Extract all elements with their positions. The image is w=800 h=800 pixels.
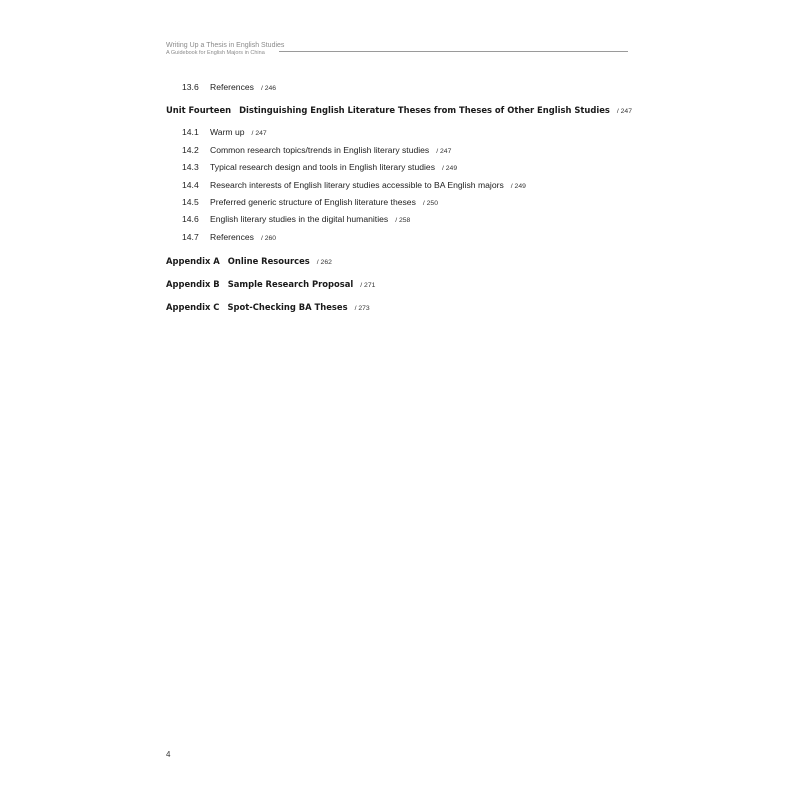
page-number: 4 xyxy=(166,750,171,759)
toc-entry-page: / 271 xyxy=(360,282,376,289)
toc-entry-14-6 xyxy=(182,214,410,224)
toc-appendix-label: Appendix C xyxy=(166,302,220,312)
toc-entry-number: 14.7 xyxy=(182,232,199,242)
header-rule xyxy=(279,51,628,52)
running-header-title: Writing Up a Thesis in English Studies xyxy=(166,42,285,49)
toc-appendix-c xyxy=(166,302,370,312)
toc-appendix-label: Appendix B xyxy=(166,279,220,289)
toc-appendix-title: Spot-Checking BA Theses xyxy=(227,302,348,312)
running-header xyxy=(166,42,628,57)
toc-entry-page: / 258 xyxy=(395,217,411,224)
toc-entry-page: / 249 xyxy=(442,165,458,172)
toc-entry-title: Warm up xyxy=(210,127,245,137)
toc-appendix-label: Appendix A xyxy=(166,256,220,266)
toc-entry-page: / 260 xyxy=(260,235,277,242)
toc-entry-title: Common research topics/trends in English literary studies xyxy=(210,145,430,155)
toc-entry-title: English literary studies in the digital humanities xyxy=(210,214,389,224)
toc-entry-number: 14.2 xyxy=(182,145,199,155)
toc-entry-14-5 xyxy=(182,197,438,207)
toc-appendix-a xyxy=(166,256,332,266)
toc-appendix-title: Sample Research Proposal xyxy=(227,279,354,289)
toc-entry-title: References xyxy=(210,232,254,242)
toc-entry-number: 13.6 xyxy=(182,82,199,92)
toc-entry-page: / 262 xyxy=(316,259,332,266)
toc-entry-page: / 250 xyxy=(422,200,438,207)
toc-unit-label: Unit Fourteen xyxy=(166,105,232,115)
toc-entry-page: / 247 xyxy=(251,130,267,137)
toc-entry-number: 14.3 xyxy=(182,162,199,172)
toc-entry-14-7 xyxy=(182,232,276,242)
toc-entry-title: Research interests of English literary studies accessible to BA English majors xyxy=(210,180,504,190)
toc-appendix-title: Online Resources xyxy=(227,256,310,266)
toc-unit-fourteen xyxy=(166,105,632,115)
toc-entry-page: / 247 xyxy=(436,148,452,155)
toc-entry-number: 14.5 xyxy=(182,197,199,207)
toc-entry-page: / 249 xyxy=(510,183,526,190)
toc-entry-number: 14.1 xyxy=(182,127,199,137)
toc-entry-number: 14.6 xyxy=(182,214,199,224)
toc-entry-14-3 xyxy=(182,162,457,172)
toc-entry-title: Preferred generic structure of English literature theses xyxy=(210,197,416,207)
toc-appendix-b xyxy=(166,279,375,289)
toc-entry-14-1 xyxy=(182,127,267,137)
toc-entry-page: / 273 xyxy=(354,305,370,312)
toc-unit-title: Distinguishing English Literature Theses from Theses of Other English Studies xyxy=(239,105,610,115)
running-header-subtitle: A Guidebook for English Majors in China xyxy=(166,50,265,56)
toc-entry-page: / 247 xyxy=(616,108,632,115)
toc-entry-title: Typical research design and tools in English literary studies xyxy=(210,162,435,172)
toc-entry-14-2 xyxy=(182,145,451,155)
toc-entry-page: / 246 xyxy=(260,85,277,92)
toc-entry-title: References xyxy=(210,82,254,92)
toc-entry-14-4 xyxy=(182,180,526,190)
toc-entry-13-6 xyxy=(182,82,276,92)
toc-entry-number: 14.4 xyxy=(182,180,199,190)
